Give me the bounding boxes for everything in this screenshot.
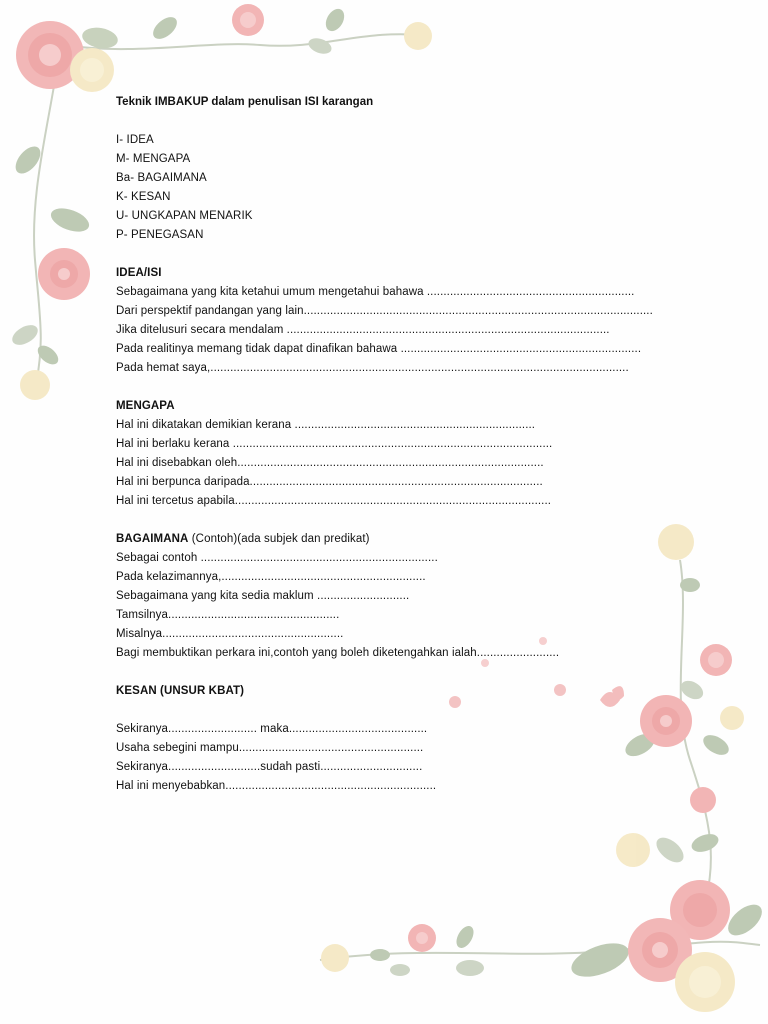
sentence-starter: Sebagaimana yang kita ketahui umum mengetahui bahawa ............................................................... xyxy=(116,286,635,298)
sentence-starter: Hal ini disebabkan oleh............................................................................................. xyxy=(116,457,544,469)
spacer xyxy=(116,112,716,131)
section-kesan xyxy=(116,682,716,796)
sentence-starter: Sekiranya............................sudah pasti............................... xyxy=(116,761,423,773)
section-heading: IDEA/ISI xyxy=(116,267,162,279)
section-heading: BAGAIMANA (Contoh)(ada subjek dan predikat) xyxy=(116,533,370,545)
sentence-starter: Jika ditelusuri secara mendalam .................................................................................................. xyxy=(116,324,610,336)
document-title: Teknik IMBAKUP dalam penulisan ISI karangan xyxy=(116,96,374,108)
sentence-starter: Tamsilnya.................................................... xyxy=(116,609,340,621)
section-heading: MENGAPA xyxy=(116,400,175,412)
acronym-item: M- MENGAPA xyxy=(116,153,191,165)
acronym-item: I- IDEA xyxy=(116,134,154,146)
sentence-starter: Misalnya....................................................... xyxy=(116,628,344,640)
acronym-item: P- PENEGASAN xyxy=(116,229,204,241)
section-heading: KESAN (UNSUR KBAT) xyxy=(116,685,245,697)
sentence-starter: Hal ini menyebabkan................................................................ xyxy=(116,780,437,792)
sentence-starter: Pada hemat saya,............................................................................................................................... xyxy=(116,362,629,374)
document-body xyxy=(116,93,716,796)
acronym-item: K- KESAN xyxy=(116,191,171,203)
spacer xyxy=(116,663,716,682)
sentence-starter: Dari perspektif pandangan yang lain.......................................................................................................... xyxy=(116,305,653,317)
acronym-item: U- UNGKAPAN MENARIK xyxy=(116,210,253,222)
spacer xyxy=(116,701,716,720)
sentence-starter: Hal ini berpunca daripada......................................................................................... xyxy=(116,476,543,488)
sentence-starter: Sebagaimana yang kita sedia maklum ............................ xyxy=(116,590,410,602)
acronym-item: Ba- BAGAIMANA xyxy=(116,172,207,184)
acronym-list xyxy=(116,131,716,245)
sentence-starter: Hal ini tercetus apabila................................................................................................ xyxy=(116,495,552,507)
sentence-starter: Bagi membuktikan perkara ini,contoh yang boleh diketengahkan ialah......................... xyxy=(116,647,560,659)
sentence-starter: Usaha sebegini mampu........................................................ xyxy=(116,742,424,754)
section-heading-note: (Contoh)(ada subjek dan predikat) xyxy=(188,533,370,545)
sentence-starter: Sebagai contoh ........................................................................ xyxy=(116,552,438,564)
section-bagaimana xyxy=(116,530,716,663)
sentence-starter: Hal ini dikatakan demikian kerana ......................................................................... xyxy=(116,419,536,431)
sentence-starter: Pada kelazimannya,.............................................................. xyxy=(116,571,426,583)
spacer xyxy=(116,245,716,264)
section-mengapa xyxy=(116,397,716,511)
sentence-starter: Sekiranya........................... maka.......................................... xyxy=(116,723,428,735)
section-idea xyxy=(116,264,716,378)
spacer xyxy=(116,378,716,397)
spacer xyxy=(116,511,716,530)
sentence-starter: Pada realitinya memang tidak dapat dinafikan bahawa ......................................................................... xyxy=(116,343,642,355)
sentence-starter: Hal ini berlaku kerana ................................................................................................. xyxy=(116,438,553,450)
